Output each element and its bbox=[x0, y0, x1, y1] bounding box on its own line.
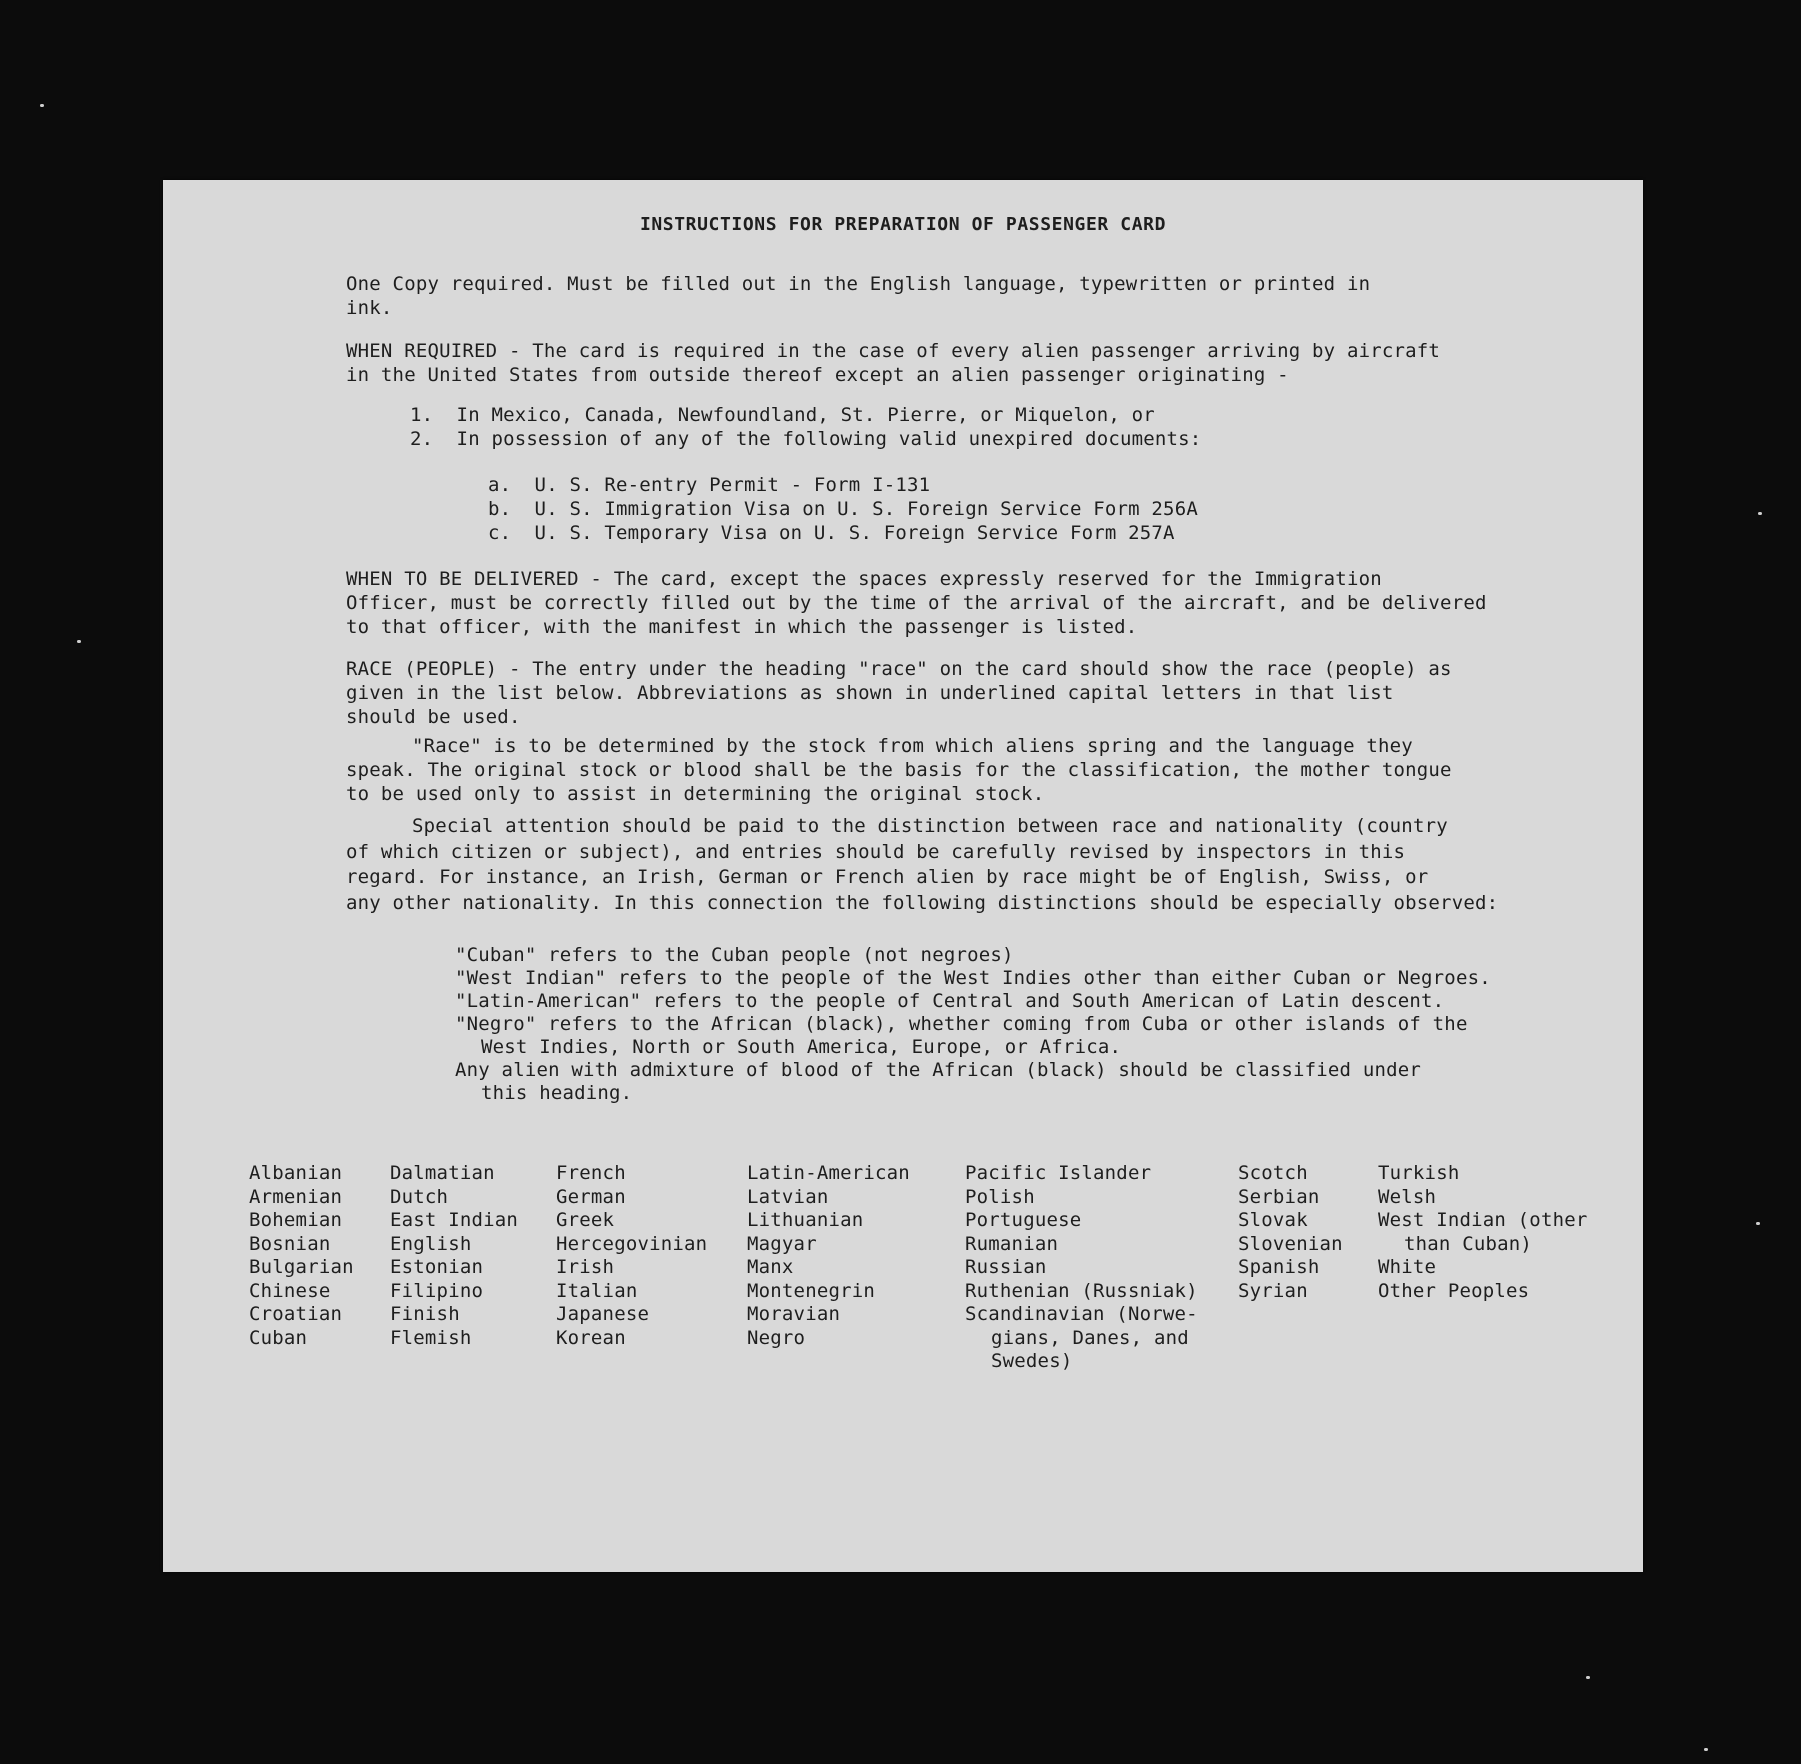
race-entry: Ruthenian (Russniak) bbox=[965, 1279, 1198, 1302]
paragraph-when-delivered bbox=[346, 567, 1606, 639]
race-entry: Scandinavian (Norwe- bbox=[965, 1303, 1198, 1325]
race-column-7 bbox=[1378, 1162, 1588, 1303]
race-entry: Chinese bbox=[249, 1279, 331, 1302]
race-entry: Moravian bbox=[747, 1303, 841, 1325]
race-column-5 bbox=[965, 1162, 1198, 1374]
text-line: regard. For instance, an Irish, German or French alien by race might be of English, Swiss, or bbox=[346, 866, 1429, 888]
race-entry: Korean bbox=[556, 1326, 626, 1349]
race-entry: Montenegrin bbox=[747, 1279, 876, 1302]
list-item: 1. In Mexico, Canada, Newfoundland, St. Pierre, or Miquelon, or bbox=[410, 404, 1155, 426]
race-entry: Finish bbox=[390, 1303, 460, 1325]
race-entry: than Cuban) bbox=[1404, 1232, 1533, 1255]
race-entry: gians, Danes, and bbox=[991, 1326, 1189, 1349]
race-entry: Cuban bbox=[249, 1326, 308, 1349]
race-entry: Estonian bbox=[390, 1256, 484, 1278]
text-line: given in the list below. Abbreviations as shown in underlined capital letters in that list bbox=[346, 682, 1394, 704]
text-line: ink. bbox=[346, 297, 393, 319]
text-line: RACE (PEOPLE) - The entry under the heading "race" on the card should show the race (people) as bbox=[346, 658, 1452, 680]
text-line: should be used. bbox=[346, 706, 521, 728]
race-entry: Spanish bbox=[1238, 1256, 1320, 1278]
race-entry: Bohemian bbox=[249, 1209, 343, 1231]
race-column-2 bbox=[390, 1162, 518, 1350]
race-entry: Slovak bbox=[1238, 1209, 1308, 1231]
race-entry: Negro bbox=[747, 1326, 806, 1349]
race-entry: Flemish bbox=[390, 1326, 472, 1349]
text-line: to that officer, with the manifest in which the passenger is listed. bbox=[346, 616, 1138, 638]
race-entry: West Indian (other bbox=[1378, 1209, 1588, 1231]
text-line: Officer, must be correctly filled out by the time of the arrival of the aircraft, and be delivered bbox=[346, 592, 1487, 614]
race-column-4 bbox=[747, 1162, 910, 1350]
race-entry: Rumanian bbox=[965, 1232, 1059, 1255]
list-item: "Cuban" refers to the Cuban people (not negroes) bbox=[455, 944, 1014, 966]
speck-decoration bbox=[77, 640, 81, 643]
race-entry: Other Peoples bbox=[1378, 1279, 1530, 1302]
text-line: speak. The original stock or blood shall be the basis for the classification, the mother tongue bbox=[346, 759, 1452, 781]
race-entry: Serbian bbox=[1238, 1185, 1320, 1208]
race-entry: Dalmatian bbox=[390, 1162, 495, 1184]
race-entry: Bosnian bbox=[249, 1232, 331, 1255]
race-column-1 bbox=[249, 1162, 354, 1350]
race-entry: Filipino bbox=[390, 1279, 484, 1302]
race-entry: Latin-American bbox=[747, 1162, 910, 1184]
paragraph-race-determined bbox=[346, 734, 1606, 806]
text-line: One Copy required. Must be filled out in the English language, typewritten or printed in bbox=[346, 273, 1371, 295]
race-entry: Croatian bbox=[249, 1303, 343, 1325]
speck-decoration bbox=[1704, 1748, 1708, 1751]
race-entry: East Indian bbox=[390, 1209, 519, 1231]
document-title: INSTRUCTIONS FOR PREPARATION OF PASSENGER CARD bbox=[639, 214, 1167, 235]
speck-decoration bbox=[1758, 512, 1762, 515]
speck-decoration bbox=[1756, 1222, 1760, 1225]
speck-decoration bbox=[40, 104, 44, 107]
list-item: Any alien with admixture of blood of the African (black) should be classified under bbox=[455, 1059, 1422, 1081]
race-entry: English bbox=[390, 1232, 472, 1255]
text-line: to be used only to assist in determining the original stock. bbox=[346, 783, 1045, 805]
required-conditions-list bbox=[410, 403, 1201, 451]
list-item: this heading. bbox=[481, 1082, 633, 1104]
race-entry: Dutch bbox=[390, 1185, 449, 1208]
race-entry: White bbox=[1378, 1256, 1437, 1278]
paragraph-race bbox=[346, 657, 1606, 729]
documents-list bbox=[488, 473, 1198, 545]
race-entry: Japanese bbox=[556, 1303, 650, 1325]
race-entry: Slovenian bbox=[1238, 1232, 1343, 1255]
race-entry: Magyar bbox=[747, 1232, 817, 1255]
race-entry: Scotch bbox=[1238, 1162, 1308, 1184]
race-entry: Portuguese bbox=[965, 1209, 1082, 1231]
race-entry: Pacific Islander bbox=[965, 1162, 1152, 1184]
text-line: WHEN TO BE DELIVERED - The card, except the spaces expressly reserved for the Immigration bbox=[346, 568, 1382, 590]
list-item: "Latin-American" refers to the people of Central and South American of Latin descent. bbox=[455, 990, 1445, 1012]
text-line: WHEN REQUIRED - The card is required in the case of every alien passenger arriving by aircraft bbox=[346, 340, 1441, 362]
race-entry: Hercegovinian bbox=[556, 1232, 708, 1255]
text-line: in the United States from outside thereof except an alien passenger originating - bbox=[346, 364, 1289, 386]
list-item: 2. In possession of any of the following valid unexpired documents: bbox=[410, 428, 1202, 450]
text-line: any other nationality. In this connection the following distinctions should be especially observed: bbox=[346, 891, 1499, 914]
document-page bbox=[163, 180, 1643, 1572]
race-entry: Syrian bbox=[1238, 1279, 1308, 1302]
text-line: "Race" is to be determined by the stock from which aliens spring and the language they bbox=[412, 735, 1413, 757]
race-entry: Italian bbox=[556, 1279, 638, 1302]
race-entry: Armenian bbox=[249, 1185, 343, 1208]
race-column-3 bbox=[556, 1162, 707, 1350]
list-item: b. U. S. Immigration Visa on U. S. Foreign Service Form 256A bbox=[488, 498, 1198, 520]
race-entry: German bbox=[556, 1185, 626, 1208]
race-entry: Bulgarian bbox=[249, 1256, 354, 1278]
race-entry: Greek bbox=[556, 1209, 615, 1231]
list-item: a. U. S. Re-entry Permit - Form I-131 bbox=[488, 474, 931, 496]
list-item: "West Indian" refers to the people of the West Indies other than either Cuban or Negroes. bbox=[455, 967, 1491, 989]
paragraph-when-required bbox=[346, 339, 1606, 387]
race-entry: Welsh bbox=[1378, 1185, 1437, 1208]
race-column-6 bbox=[1238, 1162, 1343, 1303]
race-entry: Albanian bbox=[249, 1162, 343, 1184]
list-item: West Indies, North or South America, Europe, or Africa. bbox=[481, 1036, 1122, 1058]
race-entry: French bbox=[556, 1162, 626, 1184]
distinctions-list bbox=[455, 944, 1491, 1105]
race-entry: Russian bbox=[965, 1256, 1047, 1278]
race-entry: Swedes) bbox=[991, 1350, 1073, 1372]
list-item: c. U. S. Temporary Visa on U. S. Foreign Service Form 257A bbox=[488, 522, 1175, 544]
text-line: of which citizen or subject), and entries should be carefully revised by inspectors in this bbox=[346, 840, 1406, 863]
list-item: "Negro" refers to the African (black), whether coming from Cuba or other islands of the bbox=[455, 1013, 1468, 1035]
paragraph-special-attention bbox=[346, 814, 1606, 916]
paragraph-copy-required bbox=[346, 272, 1606, 320]
race-entry: Lithuanian bbox=[747, 1209, 864, 1231]
text-line: Special attention should be paid to the distinction between race and nationality (country bbox=[412, 815, 1448, 837]
race-entry: Irish bbox=[556, 1256, 615, 1278]
race-entry: Turkish bbox=[1378, 1162, 1460, 1184]
race-entry: Manx bbox=[747, 1256, 794, 1278]
race-entry: Latvian bbox=[747, 1185, 829, 1208]
speck-decoration bbox=[1586, 1676, 1590, 1679]
race-entry: Polish bbox=[965, 1185, 1035, 1208]
